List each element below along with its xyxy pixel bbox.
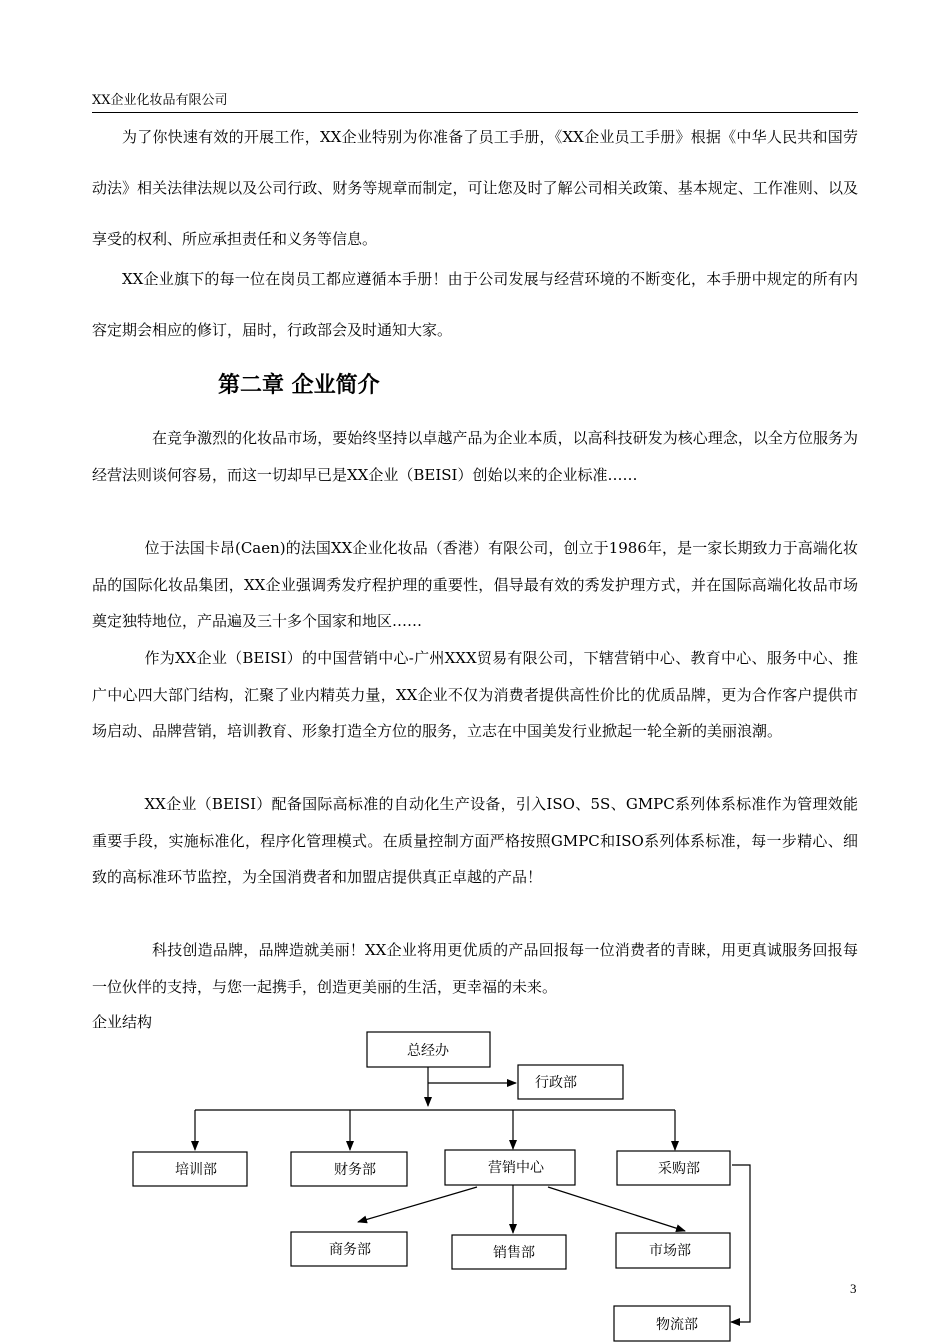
connector-to-business xyxy=(358,1187,477,1222)
org-box-admin-label: 行政部 xyxy=(535,1075,577,1091)
org-box-training-label: 培训部 xyxy=(175,1162,217,1178)
org-box-training xyxy=(133,1152,247,1186)
org-box-logistics xyxy=(614,1306,730,1341)
intro-paragraph-2: XX企业旗下的每一位在岗员工都应遵循本手册！由于公司发展与经营环境的不断变化，本手册中规定的所有内容定期会相应的修订，届时，行政部会及时通知大家。 xyxy=(92,270,858,339)
chapter-paragraph-1: 在竞争激烈的化妆品市场，要始终坚持以卓越产品为企业本质，以高科技研发为核心理念，以全方位服务为经营法则谈何容易，而这一切却早已是XX企业（BEISI）创始以来的企业标准…… xyxy=(92,429,858,484)
connector-to-logistics xyxy=(731,1165,750,1322)
org-box-admin xyxy=(518,1065,623,1099)
chapter-paragraph-5: 科技创造品牌，品牌造就美丽！XX企业将用更优质的产品回报每一位消费者的青睐，用更真诚服务回报每一位伙伴的支持，与您一起携手，创造更美丽的生活，更幸福的未来。 xyxy=(92,941,858,996)
chapter-paragraph-2: 位于法国卡昂(Caen)的法国XX企业化妆品（香港）有限公司，创立于1986年，是一家长期致力于高端化妆品的国际化妆品集团，XX企业强调秀发疗程护理的重要性，倡导最有效的秀发护理方式，并在国际高端化妆品市场奠定独特地位，产品遍及三十多个国家和地区…… xyxy=(92,539,858,631)
chapter-paragraph-4: XX企业（BEISI）配备国际高标准的自动化生产设备，引入ISO、5S、GMPC系列体系标准作为管理效能重要手段，实施标准化，程序化管理模式。在质量控制方面严格按照GMPC和ISO系列体系标准，每一步精心、细致的高标准环节监控，为全国消费者和加盟店提供真正卓越的产品！ xyxy=(92,795,858,887)
connector-to-market xyxy=(548,1187,685,1231)
org-box-marketing-center xyxy=(445,1150,575,1185)
org-box-gm-label: 总经办 xyxy=(407,1043,449,1059)
org-box-purchasing-label: 采购部 xyxy=(658,1161,700,1177)
page-number: 3 xyxy=(850,1281,857,1296)
org-box-sales xyxy=(452,1235,566,1269)
chapter-title: 第二章 企业简介 xyxy=(218,373,380,398)
org-box-gm xyxy=(367,1032,490,1067)
chapter-paragraph-3: 作为XX企业（BEISI）的中国营销中心-广州XXX贸易有限公司，下辖营销中心、教育中心、服务中心、推广中心四大部门结构，汇聚了业内精英力量，XX企业不仅为消费者提供高性价比的优质品牌，更为合作客户提供市场启动、品牌营销，培训教育、形象打造全方位的服务，立志在中国美发行业掀起一轮全新的美丽浪潮。 xyxy=(92,649,858,741)
org-box-purchasing xyxy=(617,1151,730,1185)
org-box-marketing-center-label: 营销中心 xyxy=(488,1160,544,1176)
org-box-business-label: 商务部 xyxy=(329,1242,371,1258)
org-box-sales-label: 销售部 xyxy=(493,1245,535,1261)
org-box-logistics-label: 物流部 xyxy=(656,1317,698,1333)
org-box-business xyxy=(291,1232,407,1266)
header-company-name: XX企业化妆品有限公司 xyxy=(92,93,228,108)
org-box-market xyxy=(616,1233,730,1268)
intro-paragraph-1: 为了你快速有效的开展工作，XX企业特别为你准备了员工手册，《XX企业员工手册》根据《中华人民共和国劳动法》相关法律法规以及公司行政、财务等规章而制定，可让您及时了解公司相关政策、基本规定、工作准则、以及享受的权利、所应承担责任和义务等信息。 xyxy=(92,128,858,248)
org-connectors xyxy=(195,1067,750,1322)
org-chart-label: 企业结构 xyxy=(92,1013,153,1031)
org-box-finance-label: 财务部 xyxy=(334,1162,376,1178)
org-box-finance xyxy=(291,1152,407,1186)
org-box-market-label: 市场部 xyxy=(649,1243,691,1259)
